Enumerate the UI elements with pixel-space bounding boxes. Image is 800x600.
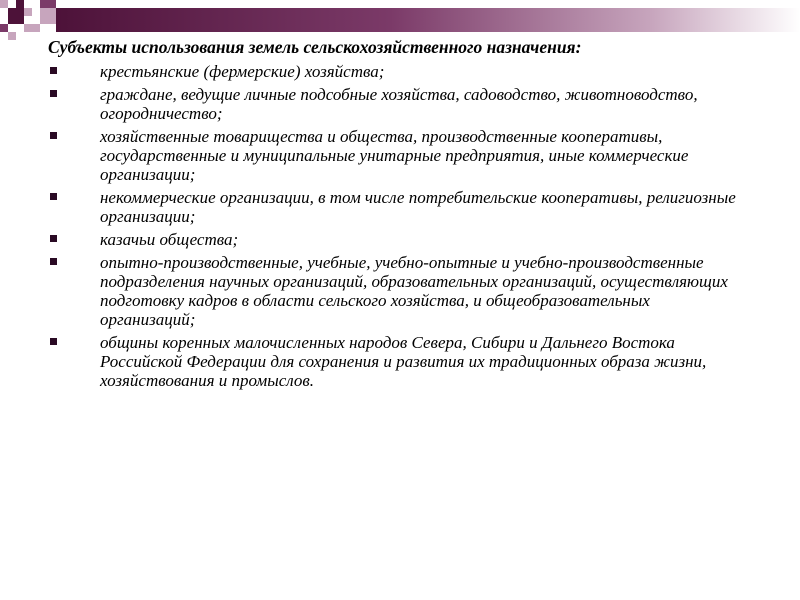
- square-bullet-icon: [50, 235, 57, 242]
- decor-square: [16, 0, 24, 8]
- list-item-text: казачьи общества;: [100, 230, 239, 249]
- decor-square: [40, 0, 56, 8]
- square-bullet-icon: [50, 193, 57, 200]
- list-item: [48, 127, 748, 184]
- decor-square: [40, 8, 56, 24]
- list-item-text: опытно-производственные, учебные, учебно-опытные и учебно-производственные подразделения научных организаций, образовательных организаций, осуществляющих подготовку кадров в области сельского хозяйства, и общеобразовательных организаций;: [100, 253, 728, 329]
- list-item-text: хозяйственные товарищества и общества, производственные кооперативы, государственные и муниципальные унитарные предприятия, иные коммерческие организации;: [100, 127, 689, 184]
- list-item-text: некоммерческие организации, в том числе потребительские кооперативы, религиозные организации;: [100, 188, 736, 226]
- list-item: [48, 253, 748, 329]
- square-bullet-icon: [50, 338, 57, 345]
- list-item: [48, 333, 748, 390]
- list-item: [48, 85, 748, 123]
- list-item-text: крестьянские (фермерские) хозяйства;: [100, 62, 385, 81]
- square-bullet-icon: [50, 258, 57, 265]
- list-item: [48, 62, 748, 81]
- bullet-list: [48, 62, 748, 390]
- list-item-text: граждане, ведущие личные подсобные хозяйства, садоводство, животноводство, огородничество;: [100, 85, 698, 123]
- list-item: [48, 230, 748, 249]
- decor-square: [24, 8, 32, 16]
- decor-square: [24, 24, 40, 32]
- decor-square: [0, 24, 8, 32]
- decor-square: [0, 0, 8, 8]
- list-item: [48, 188, 748, 226]
- square-bullet-icon: [50, 132, 57, 139]
- square-bullet-icon: [50, 67, 57, 74]
- square-bullet-icon: [50, 90, 57, 97]
- list-item-text: общины коренных малочисленных народов Севера, Сибири и Дальнего Востока Российской Федерации для сохранения и развития их традиционных образа жизни, хозяйствования и промыслов.: [100, 333, 707, 390]
- title-band: [56, 8, 800, 32]
- slide-body: [48, 36, 748, 394]
- slide-heading: Субъекты использования земель сельскохозяйственного назначения:: [48, 37, 582, 57]
- decor-square: [8, 32, 16, 40]
- decor-square: [8, 8, 24, 24]
